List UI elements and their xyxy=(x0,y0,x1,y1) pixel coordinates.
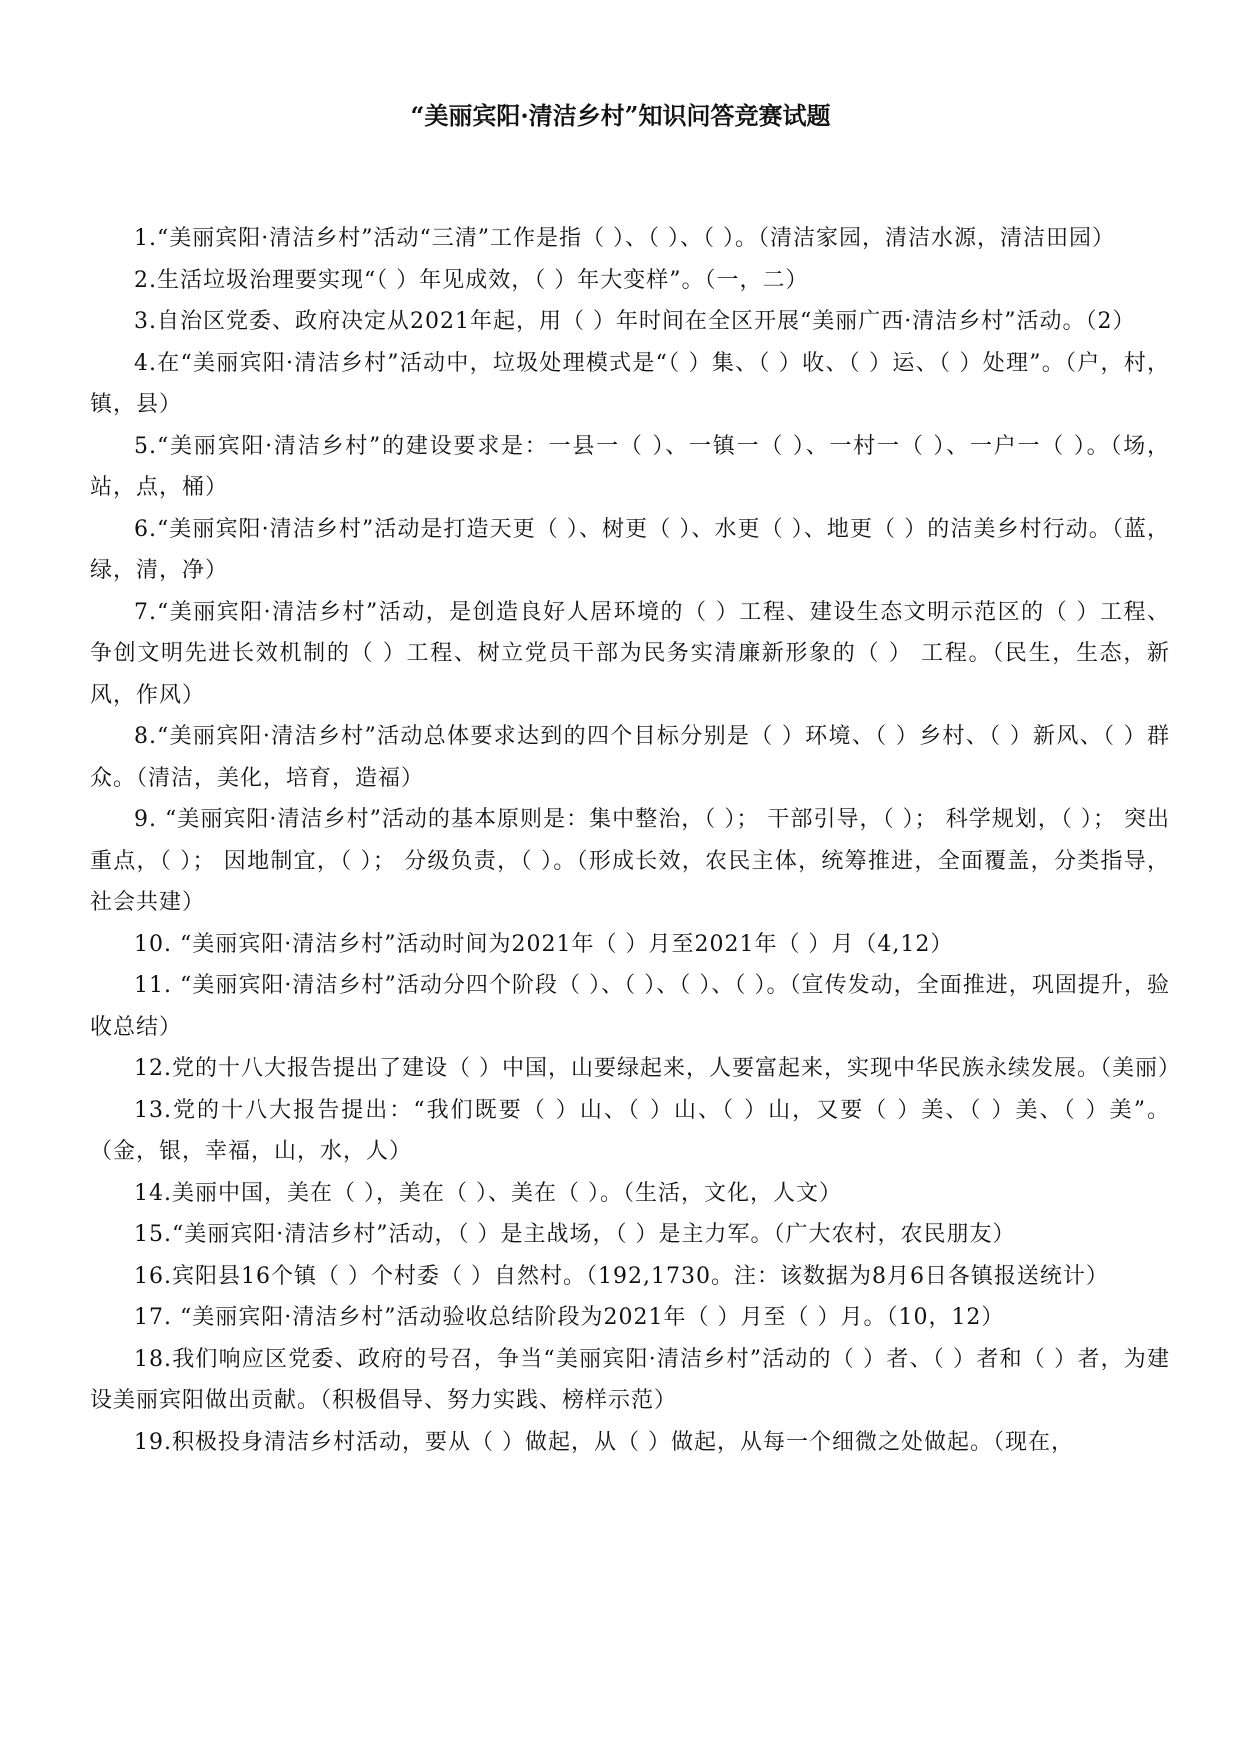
question-item: 6.“美丽宾阳·清洁乡村”活动是打造天更（ ）、树更（ ）、水更（ ）、地更（ ）的洁美乡村行动。（蓝，绿，清，净） xyxy=(90,516,1170,583)
question-item: 8.“美丽宾阳·清洁乡村”活动总体要求达到的四个目标分别是（ ）环境、（ ）乡村、（ ）新风、（ ）群众。（清洁，美化，培育，造福） xyxy=(90,724,1170,791)
question-item: 15.“美丽宾阳·清洁乡村”活动，（ ）是主战场，（ ）是主力军。（广大农村，农民朋友） xyxy=(134,1222,1016,1247)
question-list xyxy=(90,218,1181,1463)
question-item: 18.我们响应区党委、政府的号召，争当“美丽宾阳·清洁乡村”活动的（ ）者、（ ）者和（ ）者，为建设美丽宾阳做出贡献。（积极倡导、努力实践、榜样示范） xyxy=(90,1346,1170,1413)
question-item: 4.在“美丽宾阳·清洁乡村”活动中，垃圾处理模式是“（ ）集、（ ）收、（ ）运、（ ）处理”。（户，村，镇，县） xyxy=(90,350,1170,417)
question-item: 17. “美丽宾阳·清洁乡村”活动验收总结阶段为2021年（ ）月至（ ）月。（10，12） xyxy=(134,1305,1005,1330)
question-item: 10. “美丽宾阳·清洁乡村”活动时间为2021年（ ）月至2021年（ ）月（4,12） xyxy=(134,931,954,957)
question-item: 16.宾阳县16个镇（ ）个村委（ ）自然村。（192,1730。注：该数据为8月6日各镇报送统计） xyxy=(134,1263,1109,1289)
question-item: 14.美丽中国，美在（ ），美在（ ）、美在（ ）。（生活，文化，人文） xyxy=(134,1180,842,1206)
question-item: 9. “美丽宾阳·清洁乡村”活动的基本原则是：集中整治，（ ）； 干部引导，（ ）； 科学规划，（ ）； 突出重点，（ ）； 因地制宜，（ ）； 分级负责，（ ）。（形成长效，农民主体，统筹推进，全面覆盖，分类指导，社会共建） xyxy=(90,807,1170,915)
question-item: 11. “美丽宾阳·清洁乡村”活动分四个阶段（ ）、（ ）、（ ）、（ ）。（宣传发动，全面推进，巩固提升，验收总结） xyxy=(90,973,1170,1040)
question-item: 5.“美丽宾阳·清洁乡村”的建设要求是：一县一（ ）、一镇一（ ）、一村一（ ）、一户一（ ）。（场，站，点，桶） xyxy=(90,433,1170,500)
question-item: 2.生活垃圾治理要实现“（ ）年见成效，（ ）年大变样”。（一，二） xyxy=(134,267,809,293)
question-item: 13.党的十八大报告提出：“我们既要（ ）山、（ ）山、（ ）山，又要（ ）美、（ ）美、（ ）美”。（金，银，幸福，山，水，人） xyxy=(90,1097,1170,1164)
question-item: 12.党的十八大报告提出了建设（ ）中国，山要绿起来，人要富起来，实现中华民族永续发展。（美丽） xyxy=(134,1056,1181,1081)
question-item: 19.积极投身清洁乡村活动，要从（ ）做起，从（ ）做起，从每一个细微之处做起。（现在， xyxy=(134,1429,1074,1455)
question-item: 3.自治区党委、政府决定从2021年起，用（ ）年时间在全区开展“美丽广西·清洁乡村”活动。（2） xyxy=(134,309,1136,334)
question-item: 7.“美丽宾阳·清洁乡村”活动，是创造良好人居环境的（ ）工程、建设生态文明示范区的（ ）工程、争创文明先进长效机制的（ ）工程、树立党员干部为民务实清廉新形象的（ ） 工程。（民生，生态，新风，作风） xyxy=(90,599,1170,708)
question-item: 1.“美丽宾阳·清洁乡村”活动“三清”工作是指（ ）、（ ）、（ ）。（清洁家园，清洁水源，清洁田园） xyxy=(134,226,1115,251)
document-title: “美丽宾阳·清洁乡村”知识问答竞赛试题 xyxy=(410,101,831,130)
